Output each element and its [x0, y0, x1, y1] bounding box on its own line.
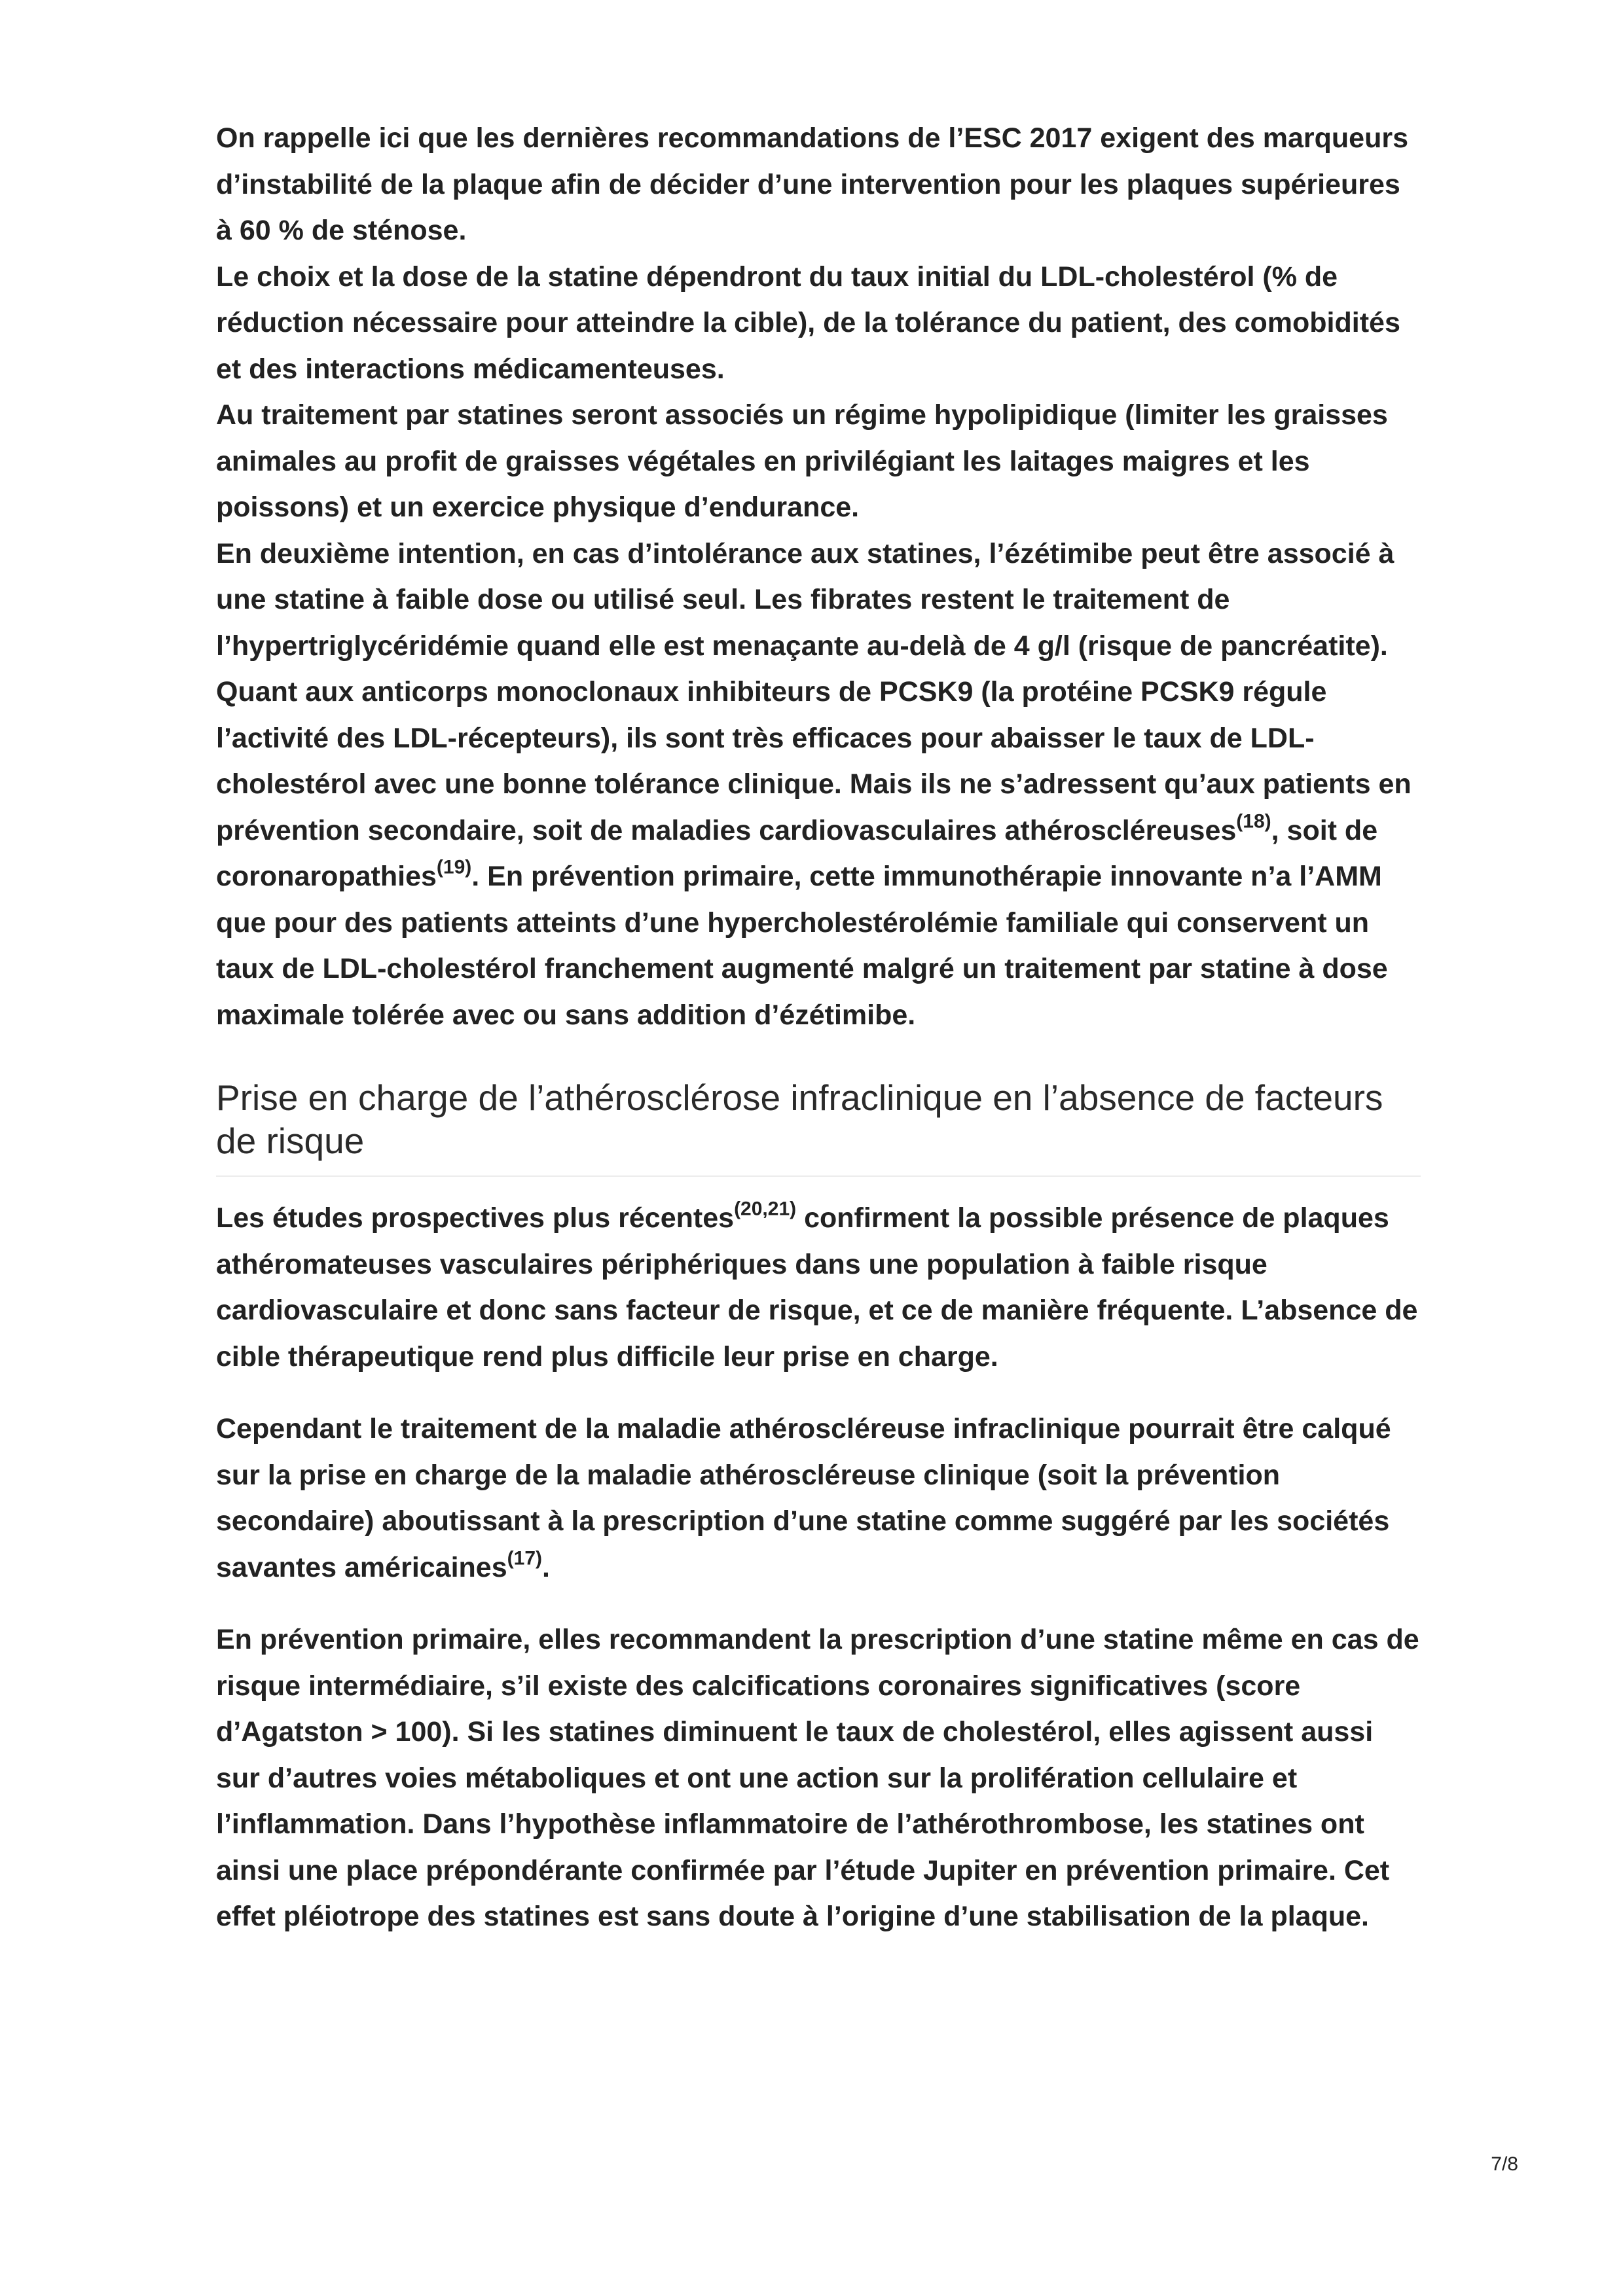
paragraph-esc-recommendations: On rappelle ici que les dernières recommandations de l’ESC 2017 exigent des marqueurs d’instabilité de la plaque afin de décider d’une intervention pour les plaques supérieures à 60 % de sténose.: [216, 122, 1409, 246]
paragraph-prospective-studies: [216, 1195, 1421, 1380]
article-body: [216, 115, 1421, 1940]
page-number: 7/8: [1491, 2153, 1518, 2175]
text-run: , soit de coronaropathies: [216, 814, 1378, 892]
reference-20-21: (20,21): [734, 1198, 797, 1220]
section-heading: Prise en charge de l’athérosclérose infraclinique en l’absence de facteurs de risque: [216, 1076, 1421, 1177]
text-run: Les études prospectives plus récentes: [216, 1202, 735, 1234]
paragraph-diet-exercise: Au traitement par statines seront associés un régime hypolipidique (limiter les graisses animales au profit de graisses végétales en privilégiant les laitages maigres et les poissons) et un exercice physique d’endurance.: [216, 399, 1388, 523]
paragraph-infraclinical-treatment: [216, 1406, 1421, 1590]
text-run: . En prévention primaire, cette immunothérapie innovante n’a l’AMM que pour des patients atteints d’une hypercholestérolémie familiale qui conservent un taux de LDL-cholestérol franchement augmenté malgré un traitement par statine à dose maximale tolérée avec ou sans addition d’ézétimibe.: [216, 861, 1388, 1031]
reference-18: (18): [1236, 810, 1271, 832]
text-run: .: [542, 1551, 550, 1583]
text-run: Cependant le traitement de la maladie athéroscléreuse infraclinique pourrait être calqué sur la prise en charge de la maladie athéroscléreuse clinique (soit la prévention secondaire) aboutissant à la prescription d’une statine comme suggéré par les sociétés savantes américaines: [216, 1413, 1391, 1583]
paragraph-second-line-treatment: En deuxième intention, en cas d’intolérance aux statines, l’ézétimibe peut être associé à une statine à faible dose ou utilisé seul. Les fibrates restent le traitement de l’hypertriglycéridémie quand elle est menaçante au-delà de 4 g/l (risque de pancréatite).: [216, 537, 1395, 662]
text-run: Quant aux anticorps monoclonaux inhibiteurs de PCSK9 (la protéine PCSK9 régule l’activité des LDL-récepteurs), ils sont très efficaces pour abaisser le taux de LDL-cholestérol avec une bonne tolérance clinique. Mais ils ne s’adressent qu’aux patients en prévention secondaire, soit de maladies cardiovasculaires athéroscléreuses: [216, 676, 1412, 846]
paragraph-pcsk9: [216, 669, 1421, 1038]
paragraph-primary-prevention: En prévention primaire, elles recommandent la prescription d’une statine même en cas de risque intermédiaire, s’il existe des calcifications coronaires significatives (score d’Agatston > 100). Si les statines diminuent le taux de cholestérol, elles agissent aussi sur d’autres voies métaboliques et ont une action sur la prolifération cellulaire et l’inflammation. Dans l’hypothèse inflammatoire de l’athérothrombose, les statines ont ainsi une place prépondérante confirmée par l’étude Jupiter en prévention primaire. Cet effet pléiotrope des statines est sans doute à l’origine d’une stabilisation de la plaque.: [216, 1624, 1419, 1932]
reference-17: (17): [507, 1547, 542, 1569]
top-text-block: [216, 115, 1421, 1038]
paragraph-statin-choice: Le choix et la dose de la statine dépendront du taux initial du LDL-cholestérol (% de réduction nécessaire pour atteindre la cible), de la tolérance du patient, des comobidités et des interactions médicamenteuses.: [216, 260, 1400, 385]
reference-19: (19): [436, 856, 472, 878]
text-run: confirment la possible présence de plaques athéromateuses vasculaires périphériques dans une population à faible risque cardiovasculaire et donc sans facteur de risque, et ce de manière fréquente. L’absence de cible thérapeutique rend plus difficile leur prise en charge.: [216, 1202, 1418, 1372]
